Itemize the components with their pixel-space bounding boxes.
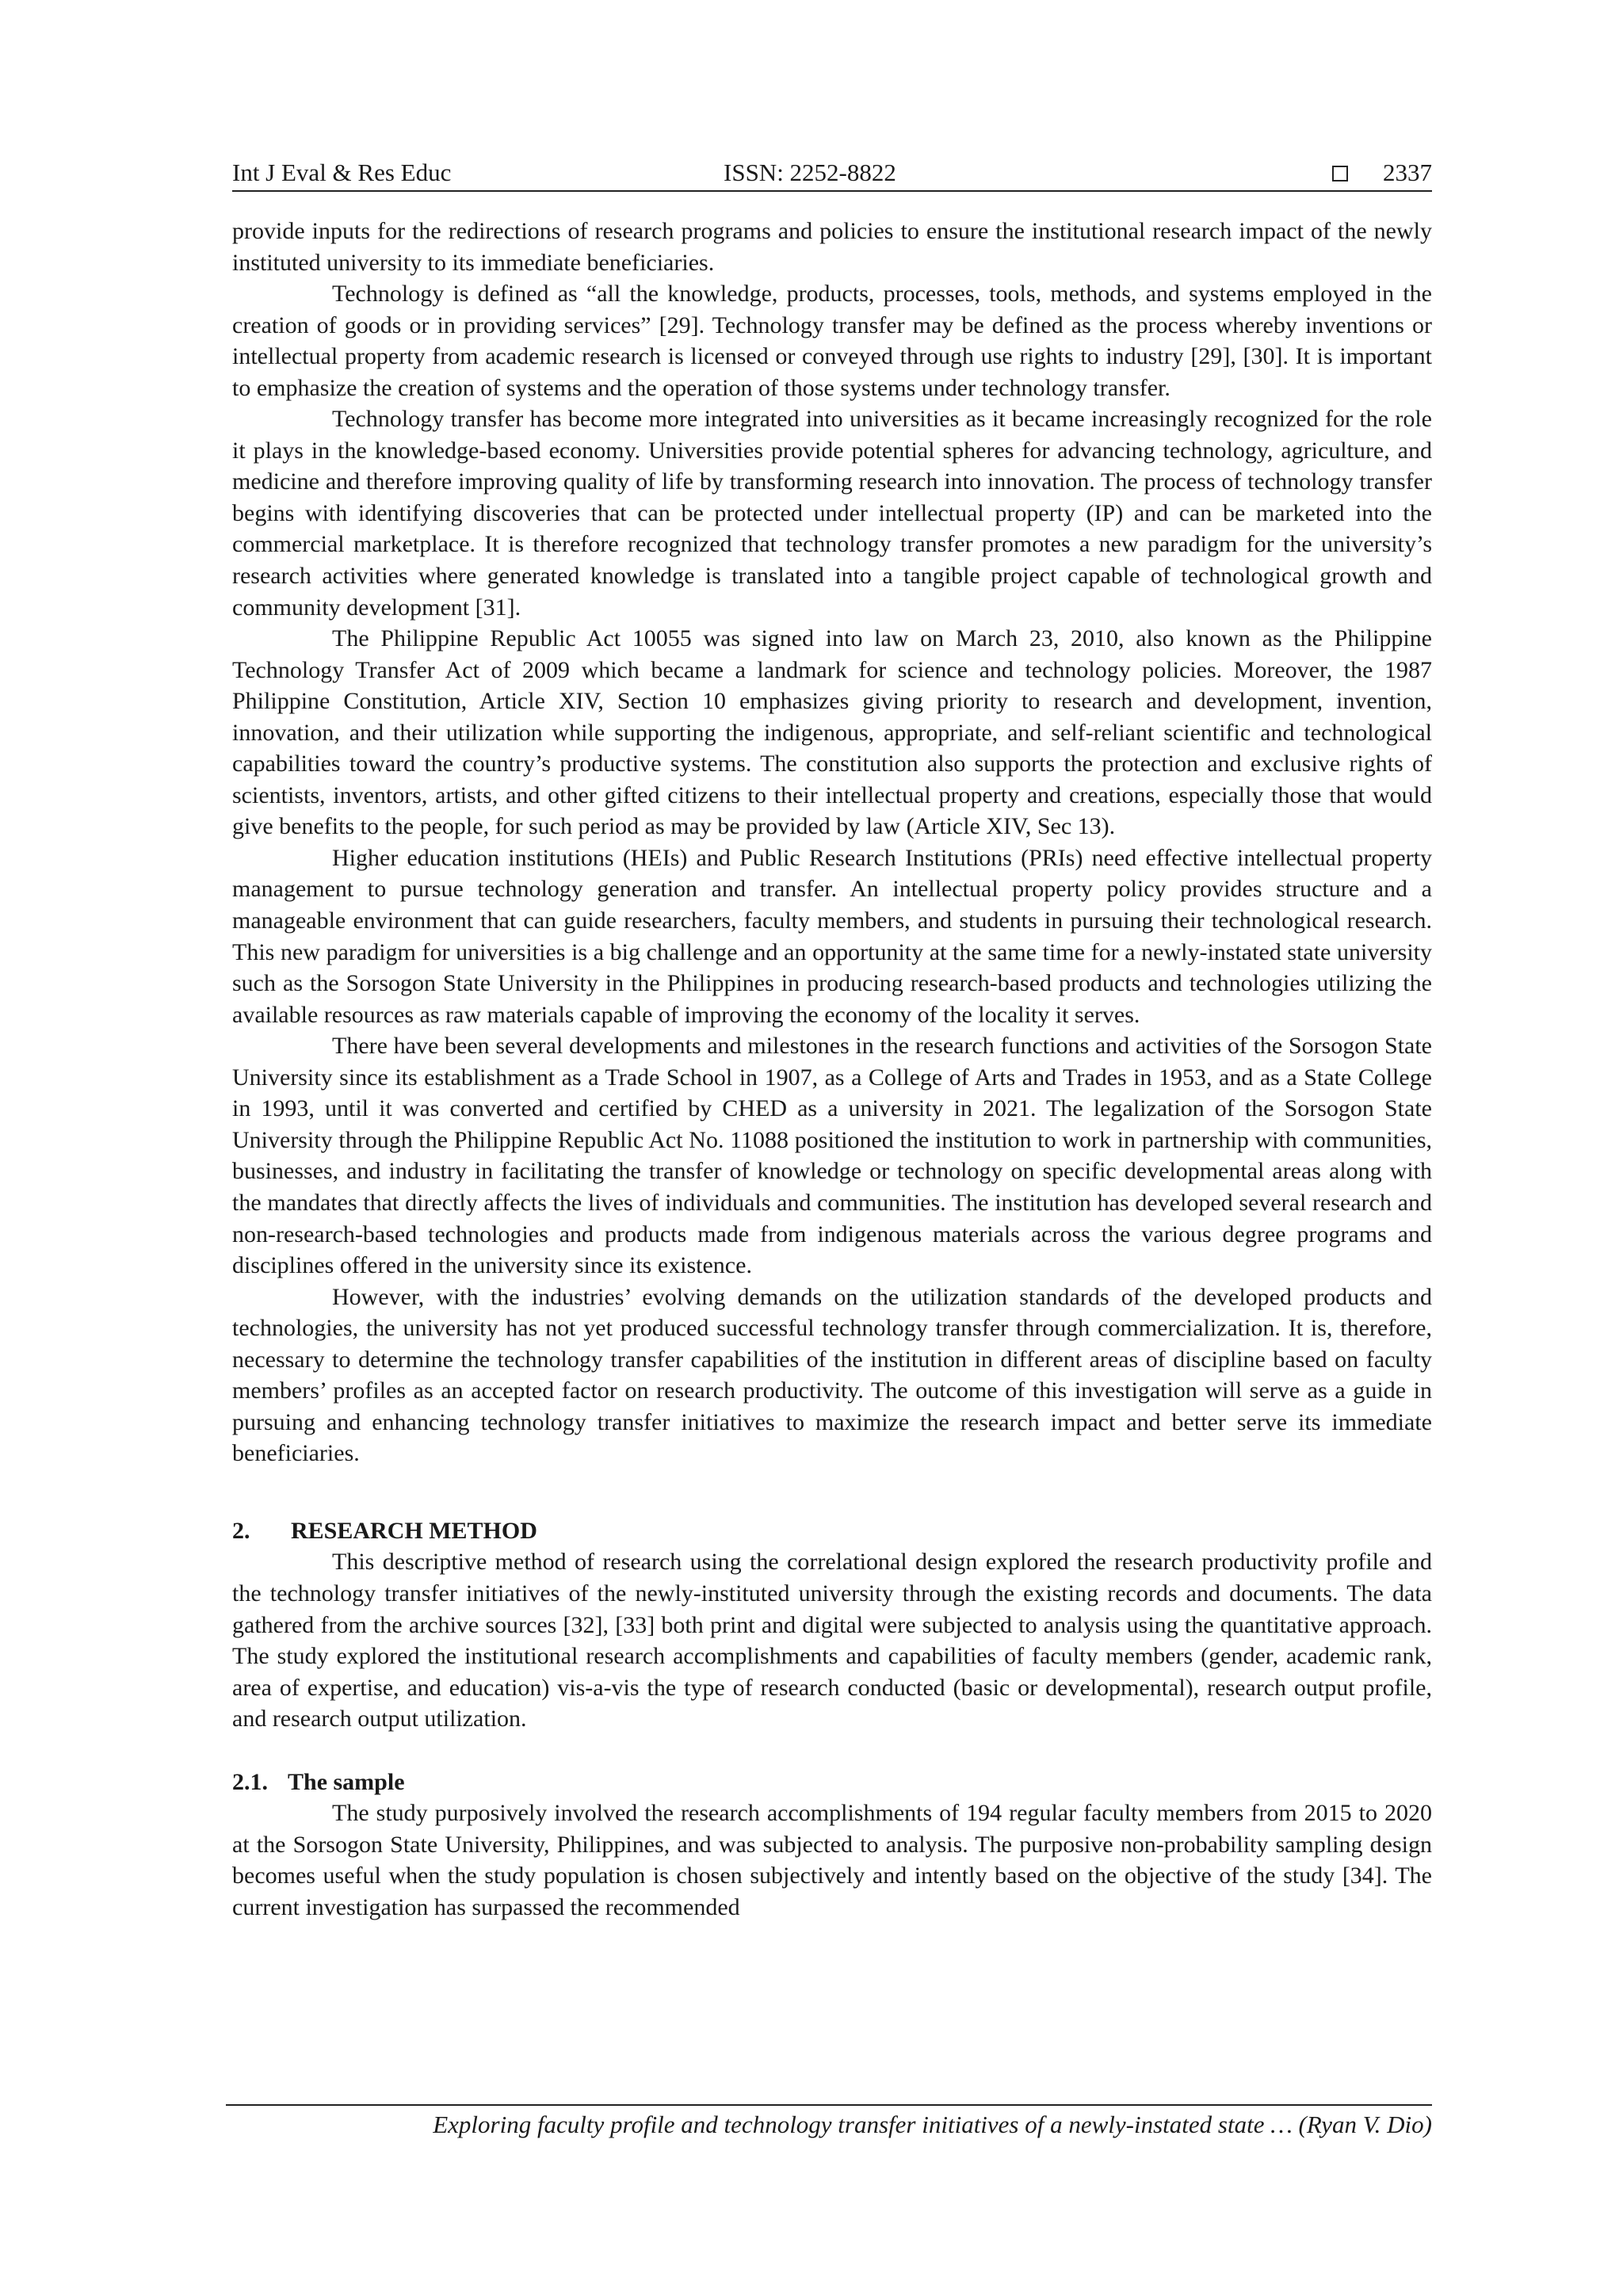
section-number: 2. bbox=[232, 1517, 250, 1544]
issn: ISSN: 2252-8822 bbox=[724, 159, 896, 186]
section-heading bbox=[232, 1515, 1432, 1547]
paragraph: Higher education institutions (HEIs) and Public Research Institutions (PRIs) need effective intellectual property management to pursue technology generation and transfer. An intellectual property policy provides structure and a manageable environment that can guide researchers, faculty members, and students in pursuing their technological research. This new paradigm for universities is a big challenge and an opportunity at the same time for a newly-instated state university such as the Sorsogon State University in the Philippines in producing research-based products and technologies utilizing the available resources as raw materials capable of improving the economy of the locality it serves. bbox=[232, 844, 1432, 1028]
subsection-title: The sample bbox=[288, 1768, 405, 1795]
footer-rule bbox=[226, 2104, 1432, 2106]
running-footer: Exploring faculty profile and technology transfer initiatives of a newly-instated state … (Ryan V. Dio) bbox=[433, 2111, 1432, 2138]
body-text bbox=[232, 216, 1432, 1923]
paragraph: Technology transfer has become more integrated into universities as it became increasingly recognized for the role it plays in the knowledge-based economy. Universities provide potential spheres for advancing technology, agriculture, and medicine and therefore improving quality of life by transforming research into innovation. The process of technology transfer begins with identifying discoveries that can be protected under intellectual property (IP) and can be marketed into the commercial marketplace. It is therefore recognized that technology transfer promotes a new paradigm for the university’s research activities where generated knowledge is translated into a tangible project capable of technological growth and community development [31]. bbox=[232, 406, 1432, 621]
running-header bbox=[232, 155, 1432, 192]
paragraph: However, with the industries’ evolving demands on the utilization standards of the developed products and technologies, the university has not yet produced successful technology transfer through commercialization. It is, therefore, necessary to determine the technology transfer capabilities of the institution in different areas of discipline based on faculty members’ profiles as an accepted factor on research productivity. The outcome of this investigation will serve as a guide in pursuing and enhancing technology transfer initiatives to maximize the research impact and better serve its immediate beneficiaries. bbox=[232, 1283, 1432, 1467]
page-number: 2337 bbox=[1383, 159, 1432, 186]
section-title: RESEARCH METHOD bbox=[291, 1517, 537, 1544]
subsection-number: 2.1. bbox=[232, 1768, 268, 1795]
page-number-group bbox=[1332, 155, 1432, 190]
paragraph: Technology is defined as “all the knowledge, products, processes, tools, methods, and systems employed in the creation of goods or in providing services” [29]. Technology transfer may be defined as the process whereby inventions or intellectual property from academic research is licensed or conveyed through use rights to industry [29], [30]. It is important to emphasize the creation of systems and the operation of those systems under technology transfer. bbox=[232, 281, 1432, 401]
paragraph: The study purposively involved the research accomplishments of 194 regular faculty members from 2015 to 2020 at the Sorsogon State University, Philippines, and was subjected to analysis. The purposive non-probability sampling design becomes useful when the study population is chosen subjectively and intently based on the objective of the study [34]. The current investigation has surpassed the recommended bbox=[232, 1800, 1432, 1920]
paragraph: This descriptive method of research using the correlational design explored the research productivity profile and the technology transfer initiatives of the newly-instituted university through the existing records and documents. The data gathered from the archive sources [32], [33] both print and digital were subjected to analysis using the quantitative approach. The study explored the institutional research accomplishments and capabilities of faculty members (gender, academic rank, area of expertise, and education) vis-a-vis the type of research conducted (basic or developmental), research output profile, and research output utilization. bbox=[232, 1549, 1432, 1733]
paragraph: There have been several developments and milestones in the research functions and activities of the Sorsogon State University since its establishment as a Trade School in 1907, as a College of Arts and Trades in 1953, and as a State College in 1993, until it was converted and certified by CHED as a university in 2021. The legalization of the Sorsogon State University through the Philippine Republic Act No. 11088 positioned the institution to work in partnership with communities, businesses, and industry in facilitating the transfer of knowledge or technology on specific developmental areas along with the mandates that directly affects the lives of individuals and communities. The institution has developed several research and non-research-based technologies and products made from indigenous materials across the various degree programs and disciplines offered in the university since its existence. bbox=[232, 1033, 1432, 1279]
checkbox-square-icon bbox=[1332, 166, 1348, 181]
paragraph: The Philippine Republic Act 10055 was signed into law on March 23, 2010, also known as the Philippine Technology Transfer Act of 2009 which became a landmark for science and technology policies. Moreover, the 1987 Philippine Constitution, Article XIV, Section 10 emphasizes giving priority to research and development, invention, innovation, and their utilization while supporting the indigenous, appropriate, and self-reliant scientific and technological capabilities toward the country’s productive systems. The constitution also supports the protection and exclusive rights of scientists, inventors, artists, and other gifted citizens to their intellectual property and creations, especially those that would give benefits to the people, for such period as may be provided by law (Article XIV, Sec 13). bbox=[232, 625, 1432, 840]
paragraph-continuation: provide inputs for the redirections of research programs and policies to ensure the institutional research impact of the newly instituted university to its immediate beneficiaries. bbox=[232, 218, 1432, 276]
subsection-heading bbox=[232, 1767, 1432, 1798]
journal-name: Int J Eval & Res Educ bbox=[232, 159, 452, 186]
